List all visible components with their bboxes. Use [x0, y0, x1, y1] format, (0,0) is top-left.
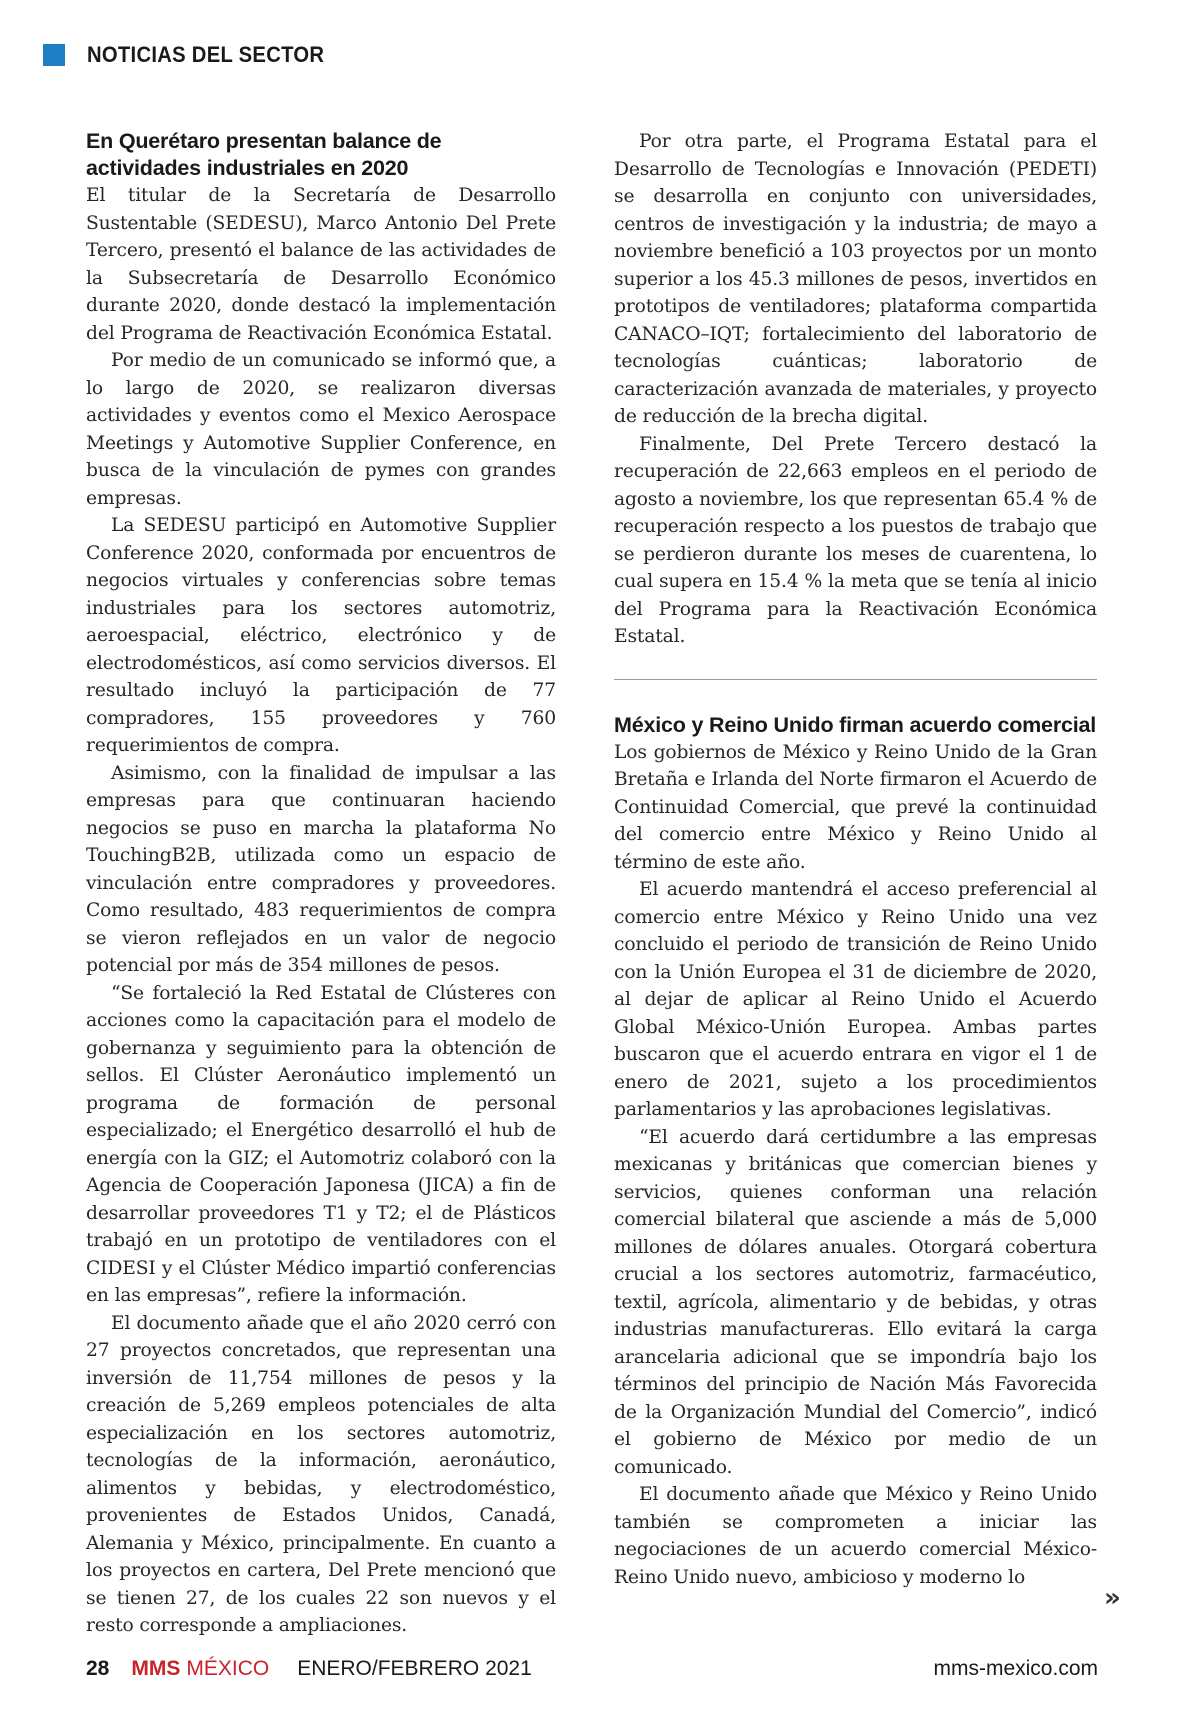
- article1-paragraph-7: Por otra parte, el Programa Estatal para el Desarrollo de Tecnologías e Innovación (PEDETI) se desarrolla en conjunto con universidades, centros de investigación y la industria; de mayo a noviembre benefició a 103 proyectos por un monto superior a los 45.3 millones de pesos, invertidos en prototipos de ventiladores; plataforma compartida CANACO–IQT; fortalecimiento del laboratorio de tecnologías cuánticas; laboratorio de caracterización avanzada de materiales, y proyecto de reducción de la brecha digital.: [614, 131, 1097, 427]
- article2-headline: México y Reino Unido firman acuerdo comercial: [614, 712, 1097, 737]
- section-marker-square: [43, 44, 65, 66]
- article1-paragraph-5: “Se fortaleció la Red Estatal de Clústeres con acciones como la capacitación para el modelo de gobernanza y seguimiento para la obtención de sellos. El Clúster Aeronáutico implementó un programa de formación de personal especializado; el Energético desarrolló el hub de energía con la GIZ; el Automotriz colaboró con la Agencia de Cooperación Japonesa (JICA) a fin de desarrollar proveedores T1 y T2; el de Plásticos trabajó en un prototipo de ventiladores con el CIDESI y el Clúster Médico impartió conferencias en las empresas”, refiere la información.: [86, 982, 556, 1306]
- article1-paragraph-6: El documento añade que el año 2020 cerró con 27 proyectos concretados, que representan una inversión de 11,754 millones de pesos y la creación de 5,269 empleos potenciales de alta especialización en los sectores automotriz, tecnologías de la información, aeronáutico, alimentos y bebidas, y electrodoméstico, provenientes de Estados Unidos, Canadá, Alemania y México, principalmente. En cuanto a los proyectos en cartera, Del Prete mencionó que se tienen 27, de los cuales 22 son nuevos y el resto corresponde a ampliaciones.: [86, 1312, 556, 1636]
- article2-paragraph-4: El documento añade que México y Reino Unido también se comprometen a iniciar las negociaciones de un acuerdo comercial México-Reino Unido nuevo, ambicioso y moderno lo: [614, 1484, 1097, 1588]
- page-footer: [86, 1654, 1098, 1684]
- article1-paragraph-8: Finalmente, Del Prete Tercero destacó la recuperación de 22,663 empleos en el periodo de agosto a noviembre, los que representan 65.4 % de recuperación respecto a los puestos de trabajo que se perdieron durante los meses de cuarentena, lo cual supera en 15.4 % la meta que se tenía al inicio del Programa para la Reactivación Económica Estatal.: [614, 433, 1097, 647]
- article2-paragraph-3: “El acuerdo dará certidumbre a las empresas mexicanas y británicas que comercian bienes y servicios, quienes conforman una relación comercial bilateral que asciende a más de 5,000 millones de dólares anuales. Otorgará cobertura crucial a los sectores automotriz, farmacéutico, textil, agrícola, alimentario y de bebidas, y otras industrias manufactureras. Ello evitará la carga arancelaria adicional que se impondría bajo los términos del principio de Nación Más Favorecida de la Organización Mundial del Comercio”, indicó el gobierno de México por medio de un comunicado.: [614, 1126, 1097, 1478]
- article1-headline: En Querétaro presentan balance de actividades industriales en 2020: [86, 129, 442, 180]
- article2-paragraph-1: Los gobiernos de México y Reino Unido de la Gran Bretaña e Irlanda del Norte firmaron el Acuerdo de Continuidad Comercial, que prevé la continuidad del comercio entre México y Reino Unido al término de este año.: [614, 741, 1097, 873]
- left-column: [86, 128, 556, 1640]
- article1-paragraph-3: La SEDESU participó en Automotive Supplier Conference 2020, conformada por encuentros de negocios virtuales y conferencias sobre temas industriales para los sectores automotriz, aeroespacial, eléctrico, electrónico y de electrodomésticos, así como servicios diversos. El resultado incluyó la participación de 77 compradores, 155 proveedores y 760 requerimientos de compra.: [86, 515, 556, 756]
- brand-mexico: MÉXICO: [186, 1657, 270, 1680]
- issue-date: ENERO/FEBRERO 2021: [297, 1657, 532, 1680]
- brand-mms: MMS: [131, 1657, 181, 1680]
- double-chevron-right-icon: »: [1104, 1583, 1121, 1613]
- page-number: 28: [86, 1657, 110, 1680]
- article1-paragraph-2: Por medio de un comunicado se informó que, a lo largo de 2020, se realizaron diversas actividades y eventos como el Mexico Aerospace Meetings y Automotive Supplier Conference, en busca de la vinculación de pymes con grandes empresas.: [86, 350, 556, 509]
- section-header: [43, 40, 345, 70]
- website-link[interactable]: mms-mexico.com: [933, 1657, 1098, 1680]
- article1-paragraph-4: Asimismo, con la finalidad de impulsar a las empresas para que continuaran haciendo negocios se puso en marcha la plataforma No TouchingB2B, utilizada como un espacio de vinculación entre compradores y proveedores. Como resultado, 483 requerimientos de compra se vieron reflejados en un valor de negocio potencial por más de 354 millones de pesos.: [86, 762, 556, 976]
- article-divider: [614, 679, 1097, 680]
- article2-paragraph-2: El acuerdo mantendrá el acceso preferencial al comercio entre México y Reino Unido una vez concluido el periodo de transición de Reino Unido con la Unión Europea el 31 de diciembre de 2020, al dejar de aplicar al Reino Unido el Acuerdo Global México-Unión Europea. Ambas partes buscaron que el acuerdo entrara en vigor el 1 de enero de 2021, sujeto a los procedimientos parlamentarios y las aprobaciones legislativas.: [614, 879, 1097, 1120]
- right-column: [614, 128, 1097, 1591]
- article1-paragraph-1: El titular de la Secretaría de Desarrollo Sustentable (SEDESU), Marco Antonio Del Prete Tercero, presentó el balance de las actividades de la Subsecretaría de Desarrollo Económico durante 2020, donde destacó la implementación del Programa de Reactivación Económica Estatal.: [86, 185, 556, 344]
- section-title: NOTICIAS DEL SECTOR: [87, 42, 325, 67]
